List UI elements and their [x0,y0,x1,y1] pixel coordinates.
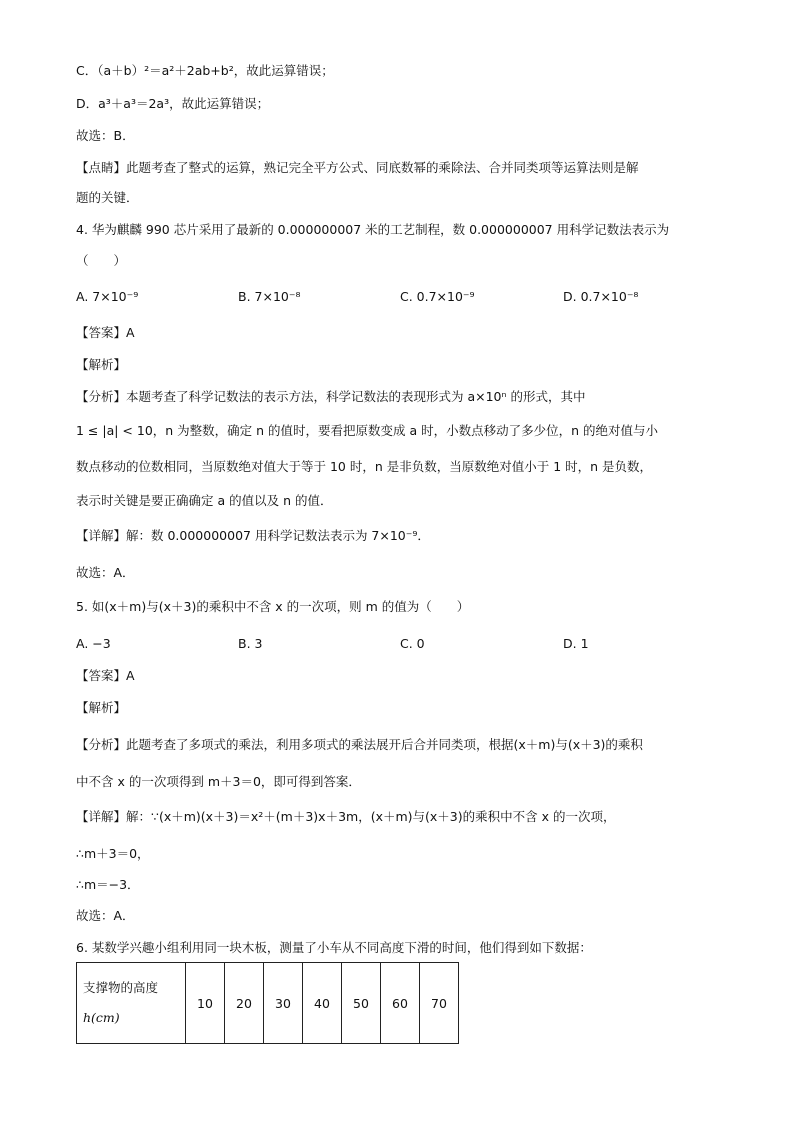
q4-answer: 【答案】A [76,325,135,340]
q4-analysis-line-4: 表示时关键是要正确确定 a 的值以及 n 的值． [76,493,333,508]
table-header-label: 支撑物的高度 [83,980,159,995]
q4-analysis-line-2: 1 ≤ |a| < 10，n 为整数，确定 n 的值时，要看把原数变成 a 时，小数点移动了多少位，n 的绝对值与小 [76,423,659,438]
q5-analysis-line-1: 【分析】此题考查了多项式的乘法，利用多项式的乘法展开后合并同类项，根据(x＋m)与(x＋3)的乘积 [76,737,643,752]
q4-stem-line-1: 4. 华为麒麟 990 芯片采用了最新的 0.000000007 米的工艺制程，数 0.000000007 用科学记数法表示为 [76,222,670,237]
table-cell: 10 [186,963,225,1044]
table-cell: 40 [303,963,342,1044]
table-cell: 30 [264,963,303,1044]
q4-option-b: B. 7×10⁻⁸ [238,289,301,304]
table-cell: 20 [225,963,264,1044]
q4-analysis-line-3: 数点移动的位数相同，当原数绝对值大于等于 10 时，n 是非负数，当原数绝对值小于 1 时，n 是负数， [76,459,653,474]
q4-jiexi-heading: 【解析】 [76,357,127,372]
table-cell: 60 [381,963,420,1044]
q4-stem-line-2: （ ） [76,253,127,268]
q4-option-d: D. 0.7×10⁻⁸ [563,289,639,304]
q4-option-a: A. 7×10⁻⁹ [76,289,139,304]
q4-analysis-line-1: 【分析】本题考查了科学记数法的表示方法，科学记数法的表现形式为 a×10ⁿ 的形式，其中 [76,389,586,404]
q3-comment-line-1: 【点睛】此题考查了整式的运算，熟记完全平方公式、同底数幂的乘除法、合并同类项等运算法则是解 [76,160,639,175]
q3-option-d-explanation: D．a³＋a³＝2a³，故此运算错误； [76,96,270,111]
q5-answer: 【答案】A [76,668,135,683]
q4-option-c: C. 0.7×10⁻⁹ [400,289,475,304]
q5-step-2: ∴m＝−3． [76,877,140,892]
q4-choose: 故选：A． [76,565,135,580]
table-header-cell [77,963,186,1044]
q5-detail: 【详解】解：∵(x＋m)(x＋3)＝x²＋(m＋3)x＋3m，(x＋m)与(x＋3)的乘积中不含 x 的一次项， [76,809,616,824]
q5-analysis-line-2: 中不含 x 的一次项得到 m＋3＝0，即可得到答案． [76,774,361,789]
q5-option-c: C. 0 [400,636,425,651]
q5-stem: 5. 如(x＋m)与(x＋3)的乘积中不含 x 的一次项，则 m 的值为（ ） [76,599,470,614]
q6-data-table [76,962,459,1044]
table-cell: 70 [420,963,459,1044]
q5-option-d: D. 1 [563,636,589,651]
q3-comment-line-2: 题的关键． [76,190,139,205]
q5-step-1: ∴m＋3＝0， [76,846,150,861]
q4-detail: 【详解】解：数 0.000000007 用科学记数法表示为 7×10⁻⁹． [76,528,430,543]
q3-option-c-explanation: C．（a＋b）²＝a²＋2ab+b²，故此运算错误； [76,63,334,78]
q5-jiexi-heading: 【解析】 [76,700,127,715]
q5-option-a: A. −3 [76,636,111,651]
table-row [77,963,459,1044]
q5-option-b: B. 3 [238,636,263,651]
table-cell: 50 [342,963,381,1044]
q5-choose: 故选：A． [76,908,135,923]
q6-stem: 6. 某数学兴趣小组利用同一块木板，测量了小车从不同高度下滑的时间，他们得到如下数据： [76,940,592,955]
table-header-unit: h(cm) [83,1010,120,1025]
q3-choose: 故选：B． [76,128,135,143]
